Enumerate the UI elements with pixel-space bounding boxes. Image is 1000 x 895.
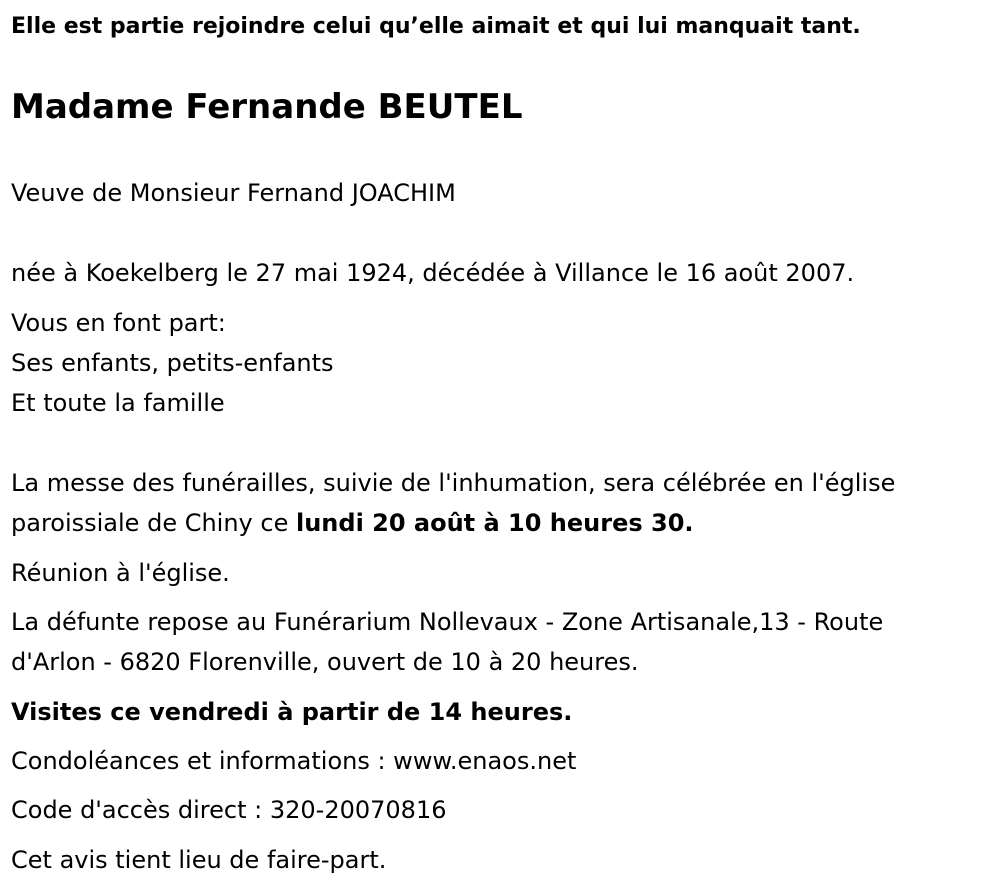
funeral-mass-line-2 (11, 508, 694, 538)
visits-line: Visites ce vendredi à partir de 14 heures. (11, 698, 573, 726)
funeral-mass-location: paroissiale de Chiny ce (11, 509, 296, 537)
funeral-home-line-1: La défunte repose au Funérarium Nollevaux - Zone Artisanale,13 - Route (11, 608, 884, 636)
deceased-name: Madame Fernande BEUTEL (11, 87, 523, 127)
condolences-line: Condoléances et informations : www.enaos.net (11, 747, 577, 775)
announce-family: Et toute la famille (11, 389, 225, 417)
funeral-mass-line-1: La messe des funérailles, suivie de l'inhumation, sera célébrée en l'église (11, 469, 896, 497)
closing-line: Cet avis tient lieu de faire-part. (11, 846, 387, 874)
announce-children: Ses enfants, petits-enfants (11, 349, 334, 377)
funeral-home-line-2: d'Arlon - 6820 Florenville, ouvert de 10 à 20 heures. (11, 648, 639, 676)
spouse-line: Veuve de Monsieur Fernand JOACHIM (11, 179, 456, 207)
announce-intro: Vous en font part: (11, 309, 226, 337)
funeral-mass-date: lundi 20 août à 10 heures 30. (295, 509, 694, 537)
access-code-line: Code d'accès direct : 320-20070816 (11, 796, 447, 824)
birth-death-line: née à Koekelberg le 27 mai 1924, décédée à Villance le 16 août 2007. (11, 259, 855, 287)
meeting-line: Réunion à l'église. (11, 559, 230, 587)
opening-quote: Elle est partie rejoindre celui qu’elle aimait et qui lui manquait tant. (11, 14, 861, 39)
